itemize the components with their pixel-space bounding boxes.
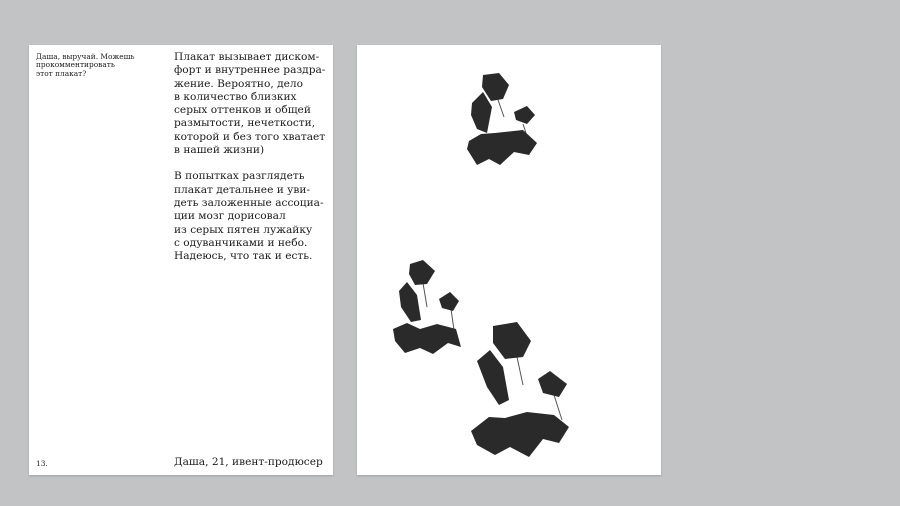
dandelion-head — [514, 106, 535, 124]
page-number: 13. — [36, 459, 48, 468]
dandelion-stem — [517, 357, 523, 385]
grass-fragment — [471, 92, 492, 133]
grass-fragment — [399, 282, 421, 322]
shape-cluster-middle — [393, 260, 461, 354]
left-page — [29, 45, 333, 475]
dandelion-head — [493, 322, 531, 359]
grass-patch — [467, 130, 537, 165]
dandelion-stem — [451, 309, 454, 330]
dandelion-head — [538, 371, 567, 397]
grass-patch — [393, 323, 461, 354]
commentary-paragraph-2: В попытках разглядеть плакат детальнее и уви- деть заложенные ассоциа- ции мозг дорисовал из серых пятен лужайку с одуванчиками и небо. Надеюсь, что так и есть. — [174, 170, 324, 263]
commentary-paragraph-1: Плакат вызывает диском- форт и внутреннее раздра- жение. Вероятно, дело в количество близких серых оттенков и общей размытости, нечеткости, которой и без того хватает в нашей жизни) — [174, 51, 326, 157]
shape-cluster-bottom — [471, 322, 569, 457]
dandelion-stem — [497, 97, 504, 117]
author-signature: Даша, 21, ивент-продюсер — [174, 456, 323, 468]
question-text: Даша, выручай. Можешь прокомментировать этот плакат? — [36, 52, 135, 78]
grass-patch — [471, 412, 569, 457]
grass-fragment — [477, 350, 509, 405]
poster-artwork — [357, 45, 661, 475]
shape-cluster-top — [467, 73, 537, 165]
dandelion-head — [409, 260, 435, 285]
poster-page — [357, 45, 661, 475]
dandelion-stem — [423, 283, 427, 307]
commentary-text — [174, 51, 334, 263]
dandelion-head — [439, 292, 459, 311]
dandelion-head — [482, 73, 509, 101]
